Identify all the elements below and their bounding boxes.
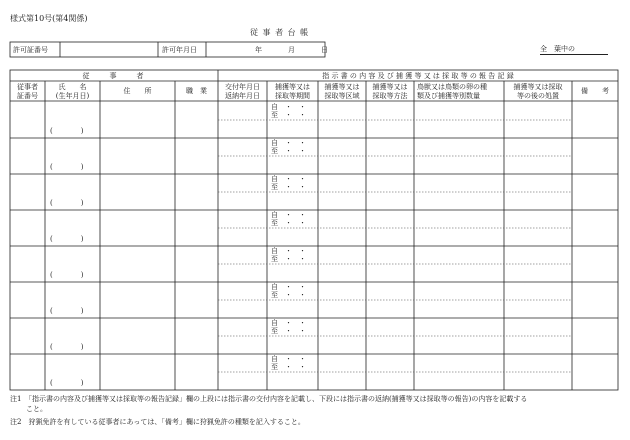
period-from[interactable]: 自 ・ ・ [271, 103, 306, 111]
col-name: 氏 名 (生年月日) [55, 83, 90, 100]
col-method: 捕獲等又は 採取等方法 [372, 83, 408, 100]
period-from[interactable]: 自 ・ ・ [271, 355, 306, 363]
birthdate-field[interactable]: ( ) [50, 271, 84, 279]
period-from[interactable]: 自 ・ ・ [271, 175, 306, 183]
period-from[interactable]: 自 ・ ・ [271, 319, 306, 327]
period-from[interactable]: 自 ・ ・ [271, 211, 306, 219]
note-1-cont: こと。 [26, 405, 47, 413]
col-cert-no: 従事者 証番号 [17, 83, 38, 100]
sheet-count: 全 葉中の [540, 45, 608, 55]
birthdate-field[interactable]: ( ) [50, 235, 84, 243]
period-to[interactable]: 至 ・ ・ [271, 327, 306, 335]
col-disposal: 捕獲等又は採取 等の後の処置 [513, 83, 563, 100]
birthdate-field[interactable]: ( ) [50, 379, 84, 387]
col-area: 捕獲等又は 採取等区域 [324, 83, 360, 100]
col-species: 鳥獣又は鳥類の卵の種 類及び捕獲等別数量 [417, 83, 487, 100]
col-period: 捕獲等又は 採取等期間 [275, 83, 310, 100]
section-report-header: 指 示 書 の 内 容 及 び 捕 獲 等 又 は 採 取 等 の 報 告 記 録 [322, 72, 514, 80]
col-occupation: 職 業 [186, 87, 207, 95]
birthdate-field[interactable]: ( ) [50, 163, 84, 171]
period-to[interactable]: 至 ・ ・ [271, 255, 306, 263]
section-worker-header: 従 事 者 [82, 72, 146, 80]
permit-number-label: 許可証番号 [13, 46, 48, 54]
note-2: 注2 狩猟免許を有している従事者にあっては、「備考」欄に狩猟免許の種類を記入すること。 [10, 418, 305, 426]
permit-date-label: 許可年月日 [162, 46, 197, 54]
period-to[interactable]: 至 ・ ・ [271, 291, 306, 299]
page-title: 従 事 者 台 帳 [250, 28, 310, 37]
birthdate-field[interactable]: ( ) [50, 343, 84, 351]
birthdate-field[interactable]: ( ) [50, 127, 84, 135]
period-to[interactable]: 至 ・ ・ [271, 111, 306, 119]
period-from[interactable]: 自 ・ ・ [271, 139, 306, 147]
period-to[interactable]: 至 ・ ・ [271, 219, 306, 227]
birthdate-field[interactable]: ( ) [50, 199, 84, 207]
period-from[interactable]: 自 ・ ・ [271, 247, 306, 255]
col-address: 住 所 [123, 87, 152, 95]
permit-date-field[interactable]: 年 月 日 [255, 46, 332, 54]
period-to[interactable]: 至 ・ ・ [271, 147, 306, 155]
birthdate-field[interactable]: ( ) [50, 307, 84, 315]
period-to[interactable]: 至 ・ ・ [271, 183, 306, 191]
period-to[interactable]: 至 ・ ・ [271, 363, 306, 371]
note-1: 注1 「指示書の内容及び捕獲等又は採取等の報告記録」欄の上段には指示書の交付内容を記載し、下段には指示書の返納(捕獲等又は採取等の報告)の内容を記載する [10, 395, 528, 403]
form-number: 様式第10号(第4関係) [10, 14, 88, 23]
period-from[interactable]: 自 ・ ・ [271, 283, 306, 291]
col-issue-date: 交付年月日 返納年月日 [225, 83, 260, 100]
col-remarks: 備 考 [581, 87, 609, 95]
